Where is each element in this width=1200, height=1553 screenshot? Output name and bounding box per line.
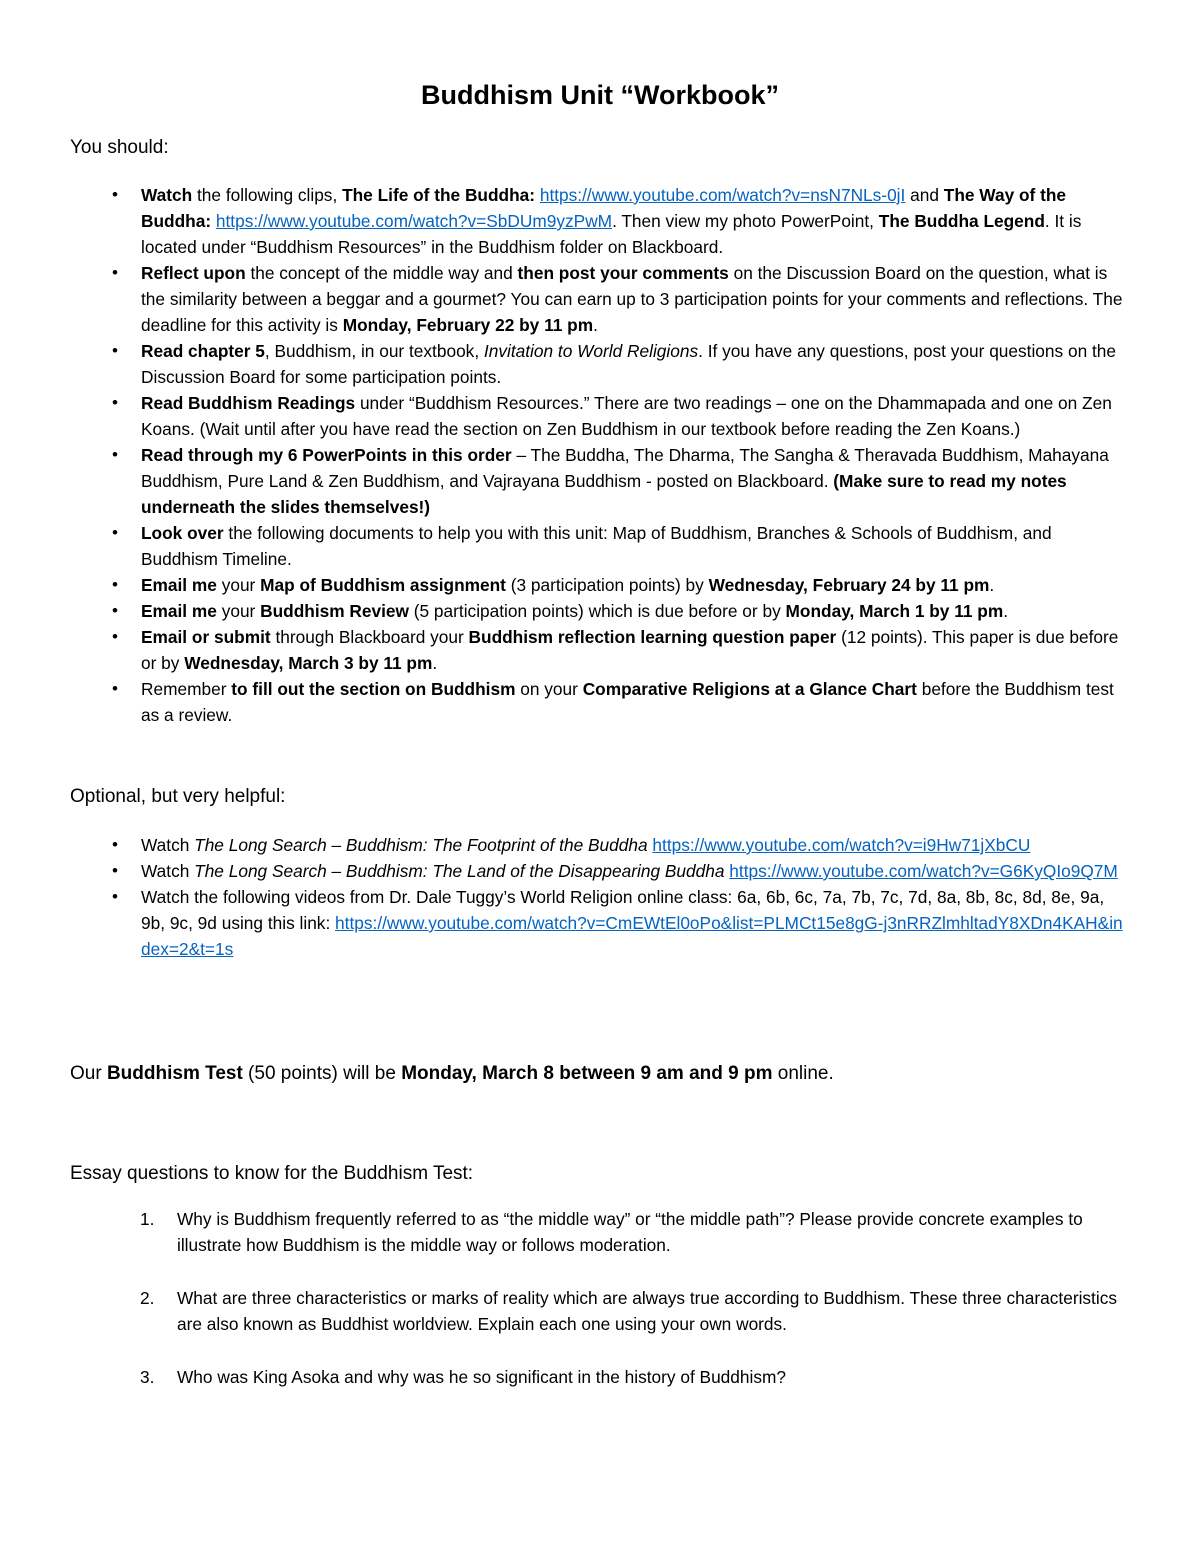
- list-item: • Read chapter 5, Buddhism, in our textbook, Invitation to World Religions. If you have any questions, post your questions on the Discussion Board for some participation points.: [0, 338, 1131, 390]
- list-item: • Email or submit through Blackboard your Buddhism reflection learning question paper (12 points). This paper is due before or by Wednesday, March 3 by 11 pm.: [0, 624, 1131, 676]
- list-item: • Read through my 6 PowerPoints in this order – The Buddha, The Dharma, The Sangha & Theravada Buddhism, Mahayana Buddhism, Pure Land & Zen Buddhism, and Vajrayana Buddhism - posted on Blackboard. (Make sure to read my notes underneath the slides themselves!): [0, 442, 1131, 520]
- optional-list: [0, 832, 1131, 962]
- document-title: Buddhism Unit “Workbook”: [421, 80, 779, 110]
- essay-question: 2. What are three characteristics or marks of reality which are always true according to Buddhism. These three characteristics are also known as Buddhist worldview. Explain each one using your own words.: [140, 1288, 1117, 1334]
- tuggy-playlist-link[interactable]: https://www.youtube.com/watch?v=CmEWtEl0oPo&list=PLMCt15e8gG-j3nRRZlmhltadY8XDn4KAH&index=2&t=1s: [141, 913, 1123, 959]
- way-of-buddha-link[interactable]: https://www.youtube.com/watch?v=SbDUm9yzPwM: [215, 211, 613, 231]
- footprint-video-link[interactable]: https://www.youtube.com/watch?v=i9Hw71jXbCU: [652, 835, 1031, 855]
- list-item: • Watch the following clips, The Life of the Buddha: https://www.youtube.com/watch?v=nsN7NLs-0jI and The Way of the Buddha: https://www.youtube.com/watch?v=SbDUm9yzPwM. Then view my photo PowerPoint, The Buddha Legend. It is located under “Buddhism Resources” in the Buddhism folder on Blackboard.: [0, 182, 1131, 260]
- task-list: [0, 182, 1131, 728]
- essay-question: 3. Who was King Asoka and why was he so significant in the history of Buddhism?: [140, 1367, 787, 1387]
- essay-question: 1. Why is Buddhism frequently referred to as “the middle way” or “the middle path”? Please provide concrete examples to illustrate how Buddhism is the middle way or follows moderation.: [140, 1209, 1083, 1255]
- list-item: • Watch the following videos from Dr. Dale Tuggy’s World Religion online class: 6a, 6b, 6c, 7a, 7b, 7c, 7d, 8a, 8b, 8c, 8d, 8e, 9a, 9b, 9c, 9d using this link: https://www.youtube.com/watch?v=CmEWtEl0oPo&list=PLMCt15e8gG-j3nRRZlmhltadY8XDn4KAH&index=2&t=1s: [0, 884, 1131, 962]
- list-item: • Email me your Map of Buddhism assignment (3 participation points) by Wednesday, February 24 by 11 pm.: [0, 572, 1131, 598]
- test-announcement: Our Buddhism Test (50 points) will be Monday, March 8 between 9 am and 9 pm online.: [70, 1063, 834, 1084]
- list-item: • Look over the following documents to help you with this unit: Map of Buddhism, Branches & Schools of Buddhism, and Buddhism Timeline.: [0, 520, 1131, 572]
- list-item: • Watch The Long Search – Buddhism: The Footprint of the Buddha https://www.youtube.com/watch?v=i9Hw71jXbCU: [0, 832, 1131, 858]
- optional-heading: Optional, but very helpful:: [70, 786, 286, 807]
- list-item: • Remember to fill out the section on Buddhism on your Comparative Religions at a Glance Chart before the Buddhism test as a review.: [0, 676, 1131, 728]
- list-item: • Email me your Buddhism Review (5 participation points) which is due before or by Monday, March 1 by 11 pm.: [0, 598, 1131, 624]
- essay-heading: Essay questions to know for the Buddhism Test:: [70, 1163, 474, 1184]
- life-of-buddha-link[interactable]: https://www.youtube.com/watch?v=nsN7NLs-0jI: [539, 185, 906, 205]
- list-item: • Reflect upon the concept of the middle way and then post your comments on the Discussion Board on the question, what is the similarity between a beggar and a gourmet? You can earn up to 3 participation points for your comments and reflections. The deadline for this activity is Monday, February 22 by 11 pm.: [0, 260, 1131, 338]
- you-should-heading: You should:: [70, 137, 169, 158]
- list-item: • Read Buddhism Readings under “Buddhism Resources.” There are two readings – one on the Dhammapada and one on Zen Koans. (Wait until after you have read the section on Zen Buddhism in our textbook before reading the Zen Koans.): [0, 390, 1131, 442]
- list-item: • Watch The Long Search – Buddhism: The Land of the Disappearing Buddha https://www.youtube.com/watch?v=G6KyQIo9Q7M: [0, 858, 1131, 884]
- essay-list: [0, 1206, 1137, 1417]
- disappearing-buddha-video-link[interactable]: https://www.youtube.com/watch?v=G6KyQIo9Q7M: [729, 861, 1118, 881]
